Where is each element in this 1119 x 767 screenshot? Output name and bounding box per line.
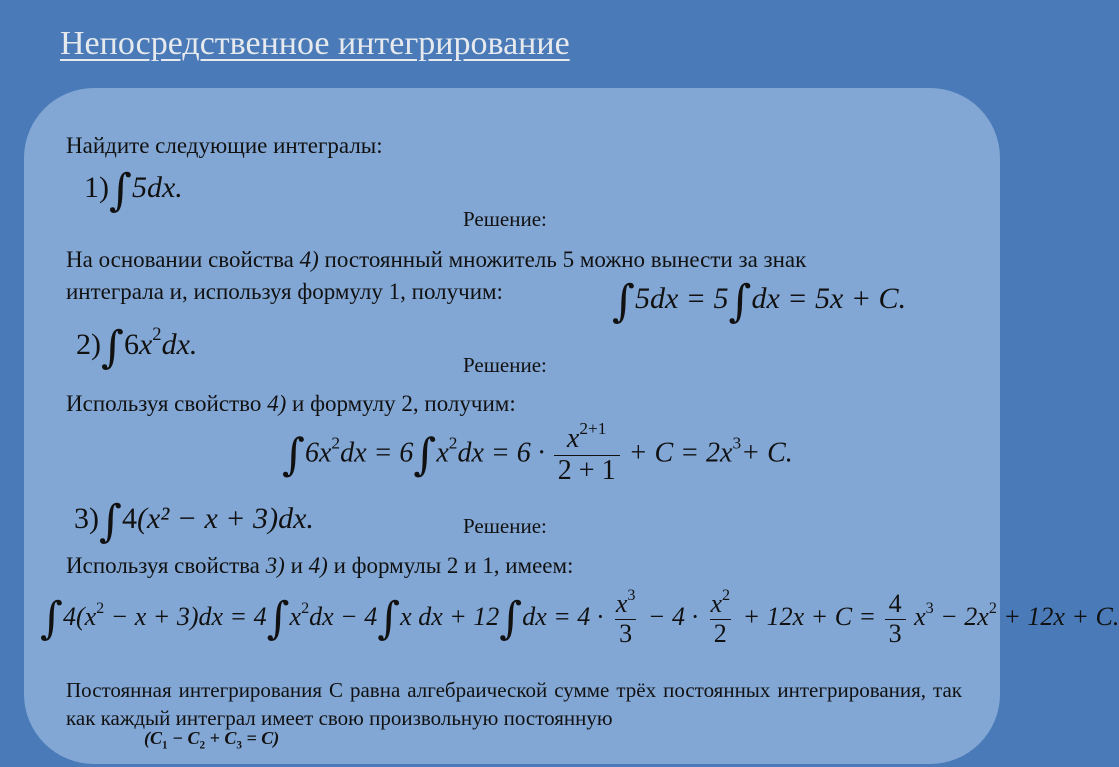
integral-sign: ∫ <box>99 496 122 547</box>
task-text: Найдите следующие интегралы: <box>66 133 383 158</box>
integrand: 5 <box>131 171 147 204</box>
solution-label-2: Решение: <box>463 353 547 377</box>
explanation-2: Используя свойство 4) и формулу 2, получим: <box>66 391 516 416</box>
integral-sign: ∫ <box>101 322 124 373</box>
problem-2: $2)\int 6x^2dx$. <box>76 322 198 373</box>
formula-2: $\int 6x^2dx = 6\int x^2dx = 6$ · $\frac{x^{2+1}}{2 + 1}$ + $C = 2x^3+ C$. <box>282 418 793 486</box>
explanation-3: Используя свойства 3) и 4) и формулы 2 и 1, имеем: <box>66 553 574 578</box>
problem-1 <box>84 165 183 216</box>
explanation-1-line-2: интеграла и, используя формулу 1, получим: <box>66 279 503 304</box>
formula-3: $\int 4(x^2 - x + 3)dx = 4\int x^2dx - 4\int x$ dx + 12∫dx = 4 · $\frac{x^3}{3}$ − 4 · $\frac{x^2}{2}$ + 12x + C = $\frac{4}{3}$ $x^3 - 2x^2 + 12x + C$. <box>40 586 1119 648</box>
conclusion-text: Постоянная интегрирования С равна алгебраической сумме трёх постоянных интегрирования, так как каждый интеграл имеет свою произвольную постоянную <box>66 678 962 730</box>
formula-1: ∫5dx = 5∫dx = 5x + C. <box>612 276 907 327</box>
solution-label-3: Решение: <box>463 514 547 538</box>
explanation-1-line-1: На основании свойства 4) постоянный множитель 5 можно вынести за знак <box>66 247 807 272</box>
solution-label-1: Решение: <box>463 207 547 231</box>
page-title: Непосредственное интегрирование <box>60 25 570 62</box>
problem-number: 3) <box>74 502 99 535</box>
problem-number: 2) <box>76 328 101 361</box>
differential: dx. <box>146 171 183 204</box>
constants-formula: $(C_1 - C_2 + C_3 = C)$ <box>144 728 280 752</box>
problem-3: 3)∫4(x² − x + 3)dx. <box>74 496 314 547</box>
fraction: $\frac{x^{2+1}}{2 + 1}$ <box>554 424 620 487</box>
integral-sign: ∫ <box>109 165 132 216</box>
problem-number: 1) <box>84 171 109 204</box>
